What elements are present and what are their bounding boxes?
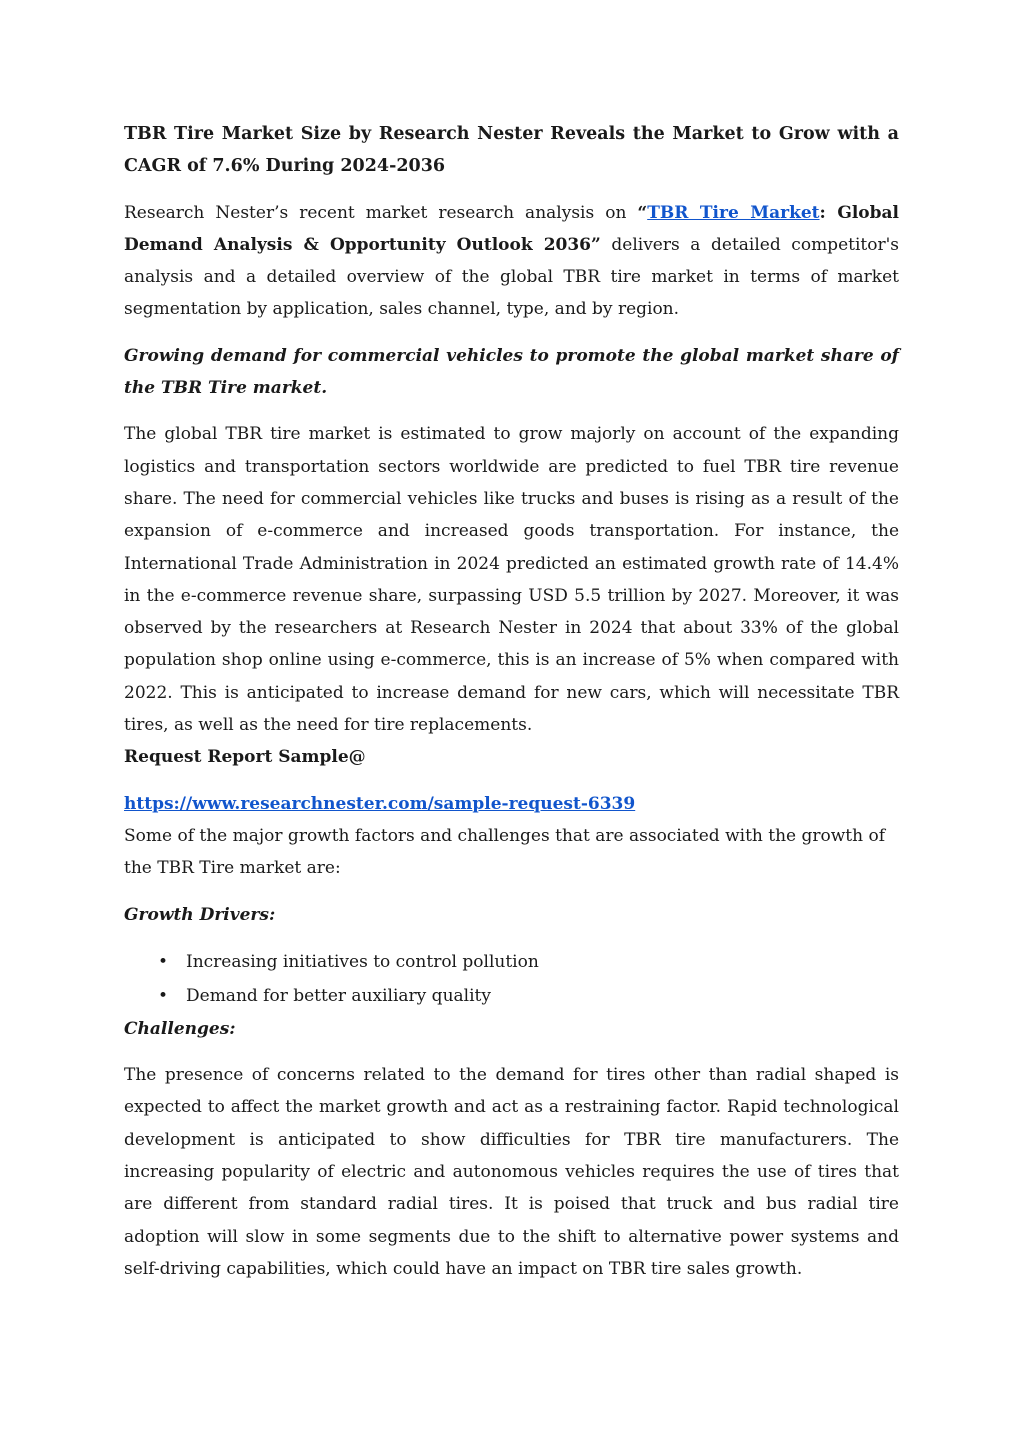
tbr-tire-market-link[interactable]: TBR Tire Market	[647, 202, 820, 223]
request-sample-label	[124, 741, 899, 773]
list-item	[124, 979, 899, 1013]
document-title: TBR Tire Market Size by Research Nester Reveals the Market to Grow with a CAGR of 7.6% During 2024-2036	[124, 124, 899, 177]
request-url-line	[124, 788, 899, 820]
factors-intro-paragraph: Some of the major growth factors and challenges that are associated with the growth of the TBR Tire market are:	[124, 825, 885, 879]
bullet-icon: •	[158, 985, 169, 1006]
list-item	[124, 945, 899, 979]
intro-open-quote: “	[637, 202, 648, 223]
challenges-paragraph: The presence of concerns related to the demand for tires other than radial shaped is expected to affect the market growth and act as a restraining factor. Rapid technological development is anticipated to show difficulties for TBR tire manufacturers. The increasing popularity of electric and autonomous vehicles requires the use of tires that are different from standard radial tires. It is poised that truck and bus radial tire adoption will slow in some segments due to the shift to alternative power systems and self-driving capabilities, which could have an impact on TBR tire sales growth.	[124, 1065, 899, 1279]
list-item-text: Increasing initiatives to control pollution	[186, 951, 539, 972]
market-overview-paragraph: The global TBR tire market is estimated to grow majorly on account of the expanding logistics and transportation sectors worldwide are predicted to fuel TBR tire revenue share. The need for commercial vehicles like trucks and buses is rising as a result of the expansion of e-commerce and increased goods transportation. For instance, the International Trade Administration in 2024 predicted an estimated growth rate of 14.4% in the e-commerce revenue share, surpassing USD 5.5 trillion by 2027. Moreover, it was observed by the researchers at Research Nester in 2024 that about 33% of the global population shop online using e-commerce, this is an increase of 5% when compared with 2022. This is anticipated to increase demand for new cars, which will necessitate TBR tires, as well as the need for tire replacements.	[124, 424, 899, 736]
bullet-icon: •	[158, 951, 169, 972]
document-page	[124, 118, 899, 1285]
growth-drivers-heading: Growth Drivers:	[124, 904, 276, 925]
challenges-heading: Challenges:	[124, 1018, 236, 1039]
intro-pre-text: Research Nester’s recent market research analysis on	[124, 202, 638, 223]
list-item-text: Demand for better auxiliary quality	[186, 985, 491, 1006]
growth-drivers-list	[124, 945, 899, 1013]
intro-paragraph	[124, 197, 899, 326]
sample-request-link[interactable]: https://www.researchnester.com/sample-request-6339	[124, 793, 636, 814]
request-sample-label-text: Request Report Sample@	[124, 747, 366, 768]
section-subheading: Growing demand for commercial vehicles to promote the global market share of the TBR Tire market.	[124, 345, 899, 399]
report-title-text: : Global Demand Analysis & Opportunity Outlook 2036”	[124, 202, 900, 255]
intro-post-text: delivers a detailed competitor's analysis and a detailed overview of the global TBR tire market in terms of market segmentation by application, sales channel, type, and by region.	[124, 234, 899, 320]
